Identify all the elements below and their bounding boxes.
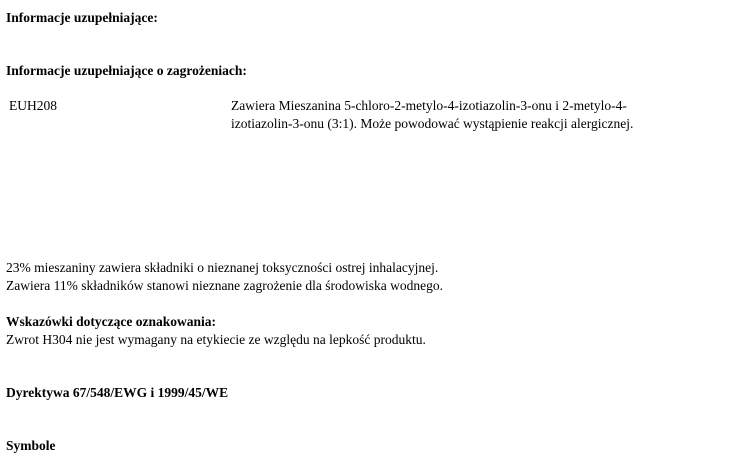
euh-text-line-1: Zawiera Mieszanina 5-chloro-2-metylo-4-izotiazolin-3-onu i 2-metylo-4- bbox=[231, 98, 627, 113]
hazard-supplementary-info-heading: Informacje uzupełniające o zagrożeniach: bbox=[6, 63, 247, 78]
directive-heading: Dyrektywa 67/548/EWG i 1999/45/WE bbox=[6, 385, 229, 400]
euh-text-line-2: izotiazolin-3-onu (3:1). Może powodować wystąpienie reakcji alergicznej. bbox=[231, 116, 634, 131]
labelling-guidance-text: Zwrot H304 nie jest wymagany na etykiecie ze względu na lepkość produktu. bbox=[6, 332, 426, 347]
supplementary-info-heading: Informacje uzupełniające: bbox=[6, 10, 158, 25]
euh-code: EUH208 bbox=[9, 98, 57, 113]
toxicity-line-1: 23% mieszaniny zawiera składniki o nieznanej toksyczności ostrej inhalacyjnej. bbox=[6, 260, 439, 275]
symbols-heading: Symbole bbox=[6, 438, 56, 453]
toxicity-line-2: Zawiera 11% składników stanowi nieznane zagrożenie dla środowiska wodnego. bbox=[6, 278, 443, 293]
labelling-guidance-heading: Wskazówki dotyczące oznakowania: bbox=[6, 314, 216, 329]
